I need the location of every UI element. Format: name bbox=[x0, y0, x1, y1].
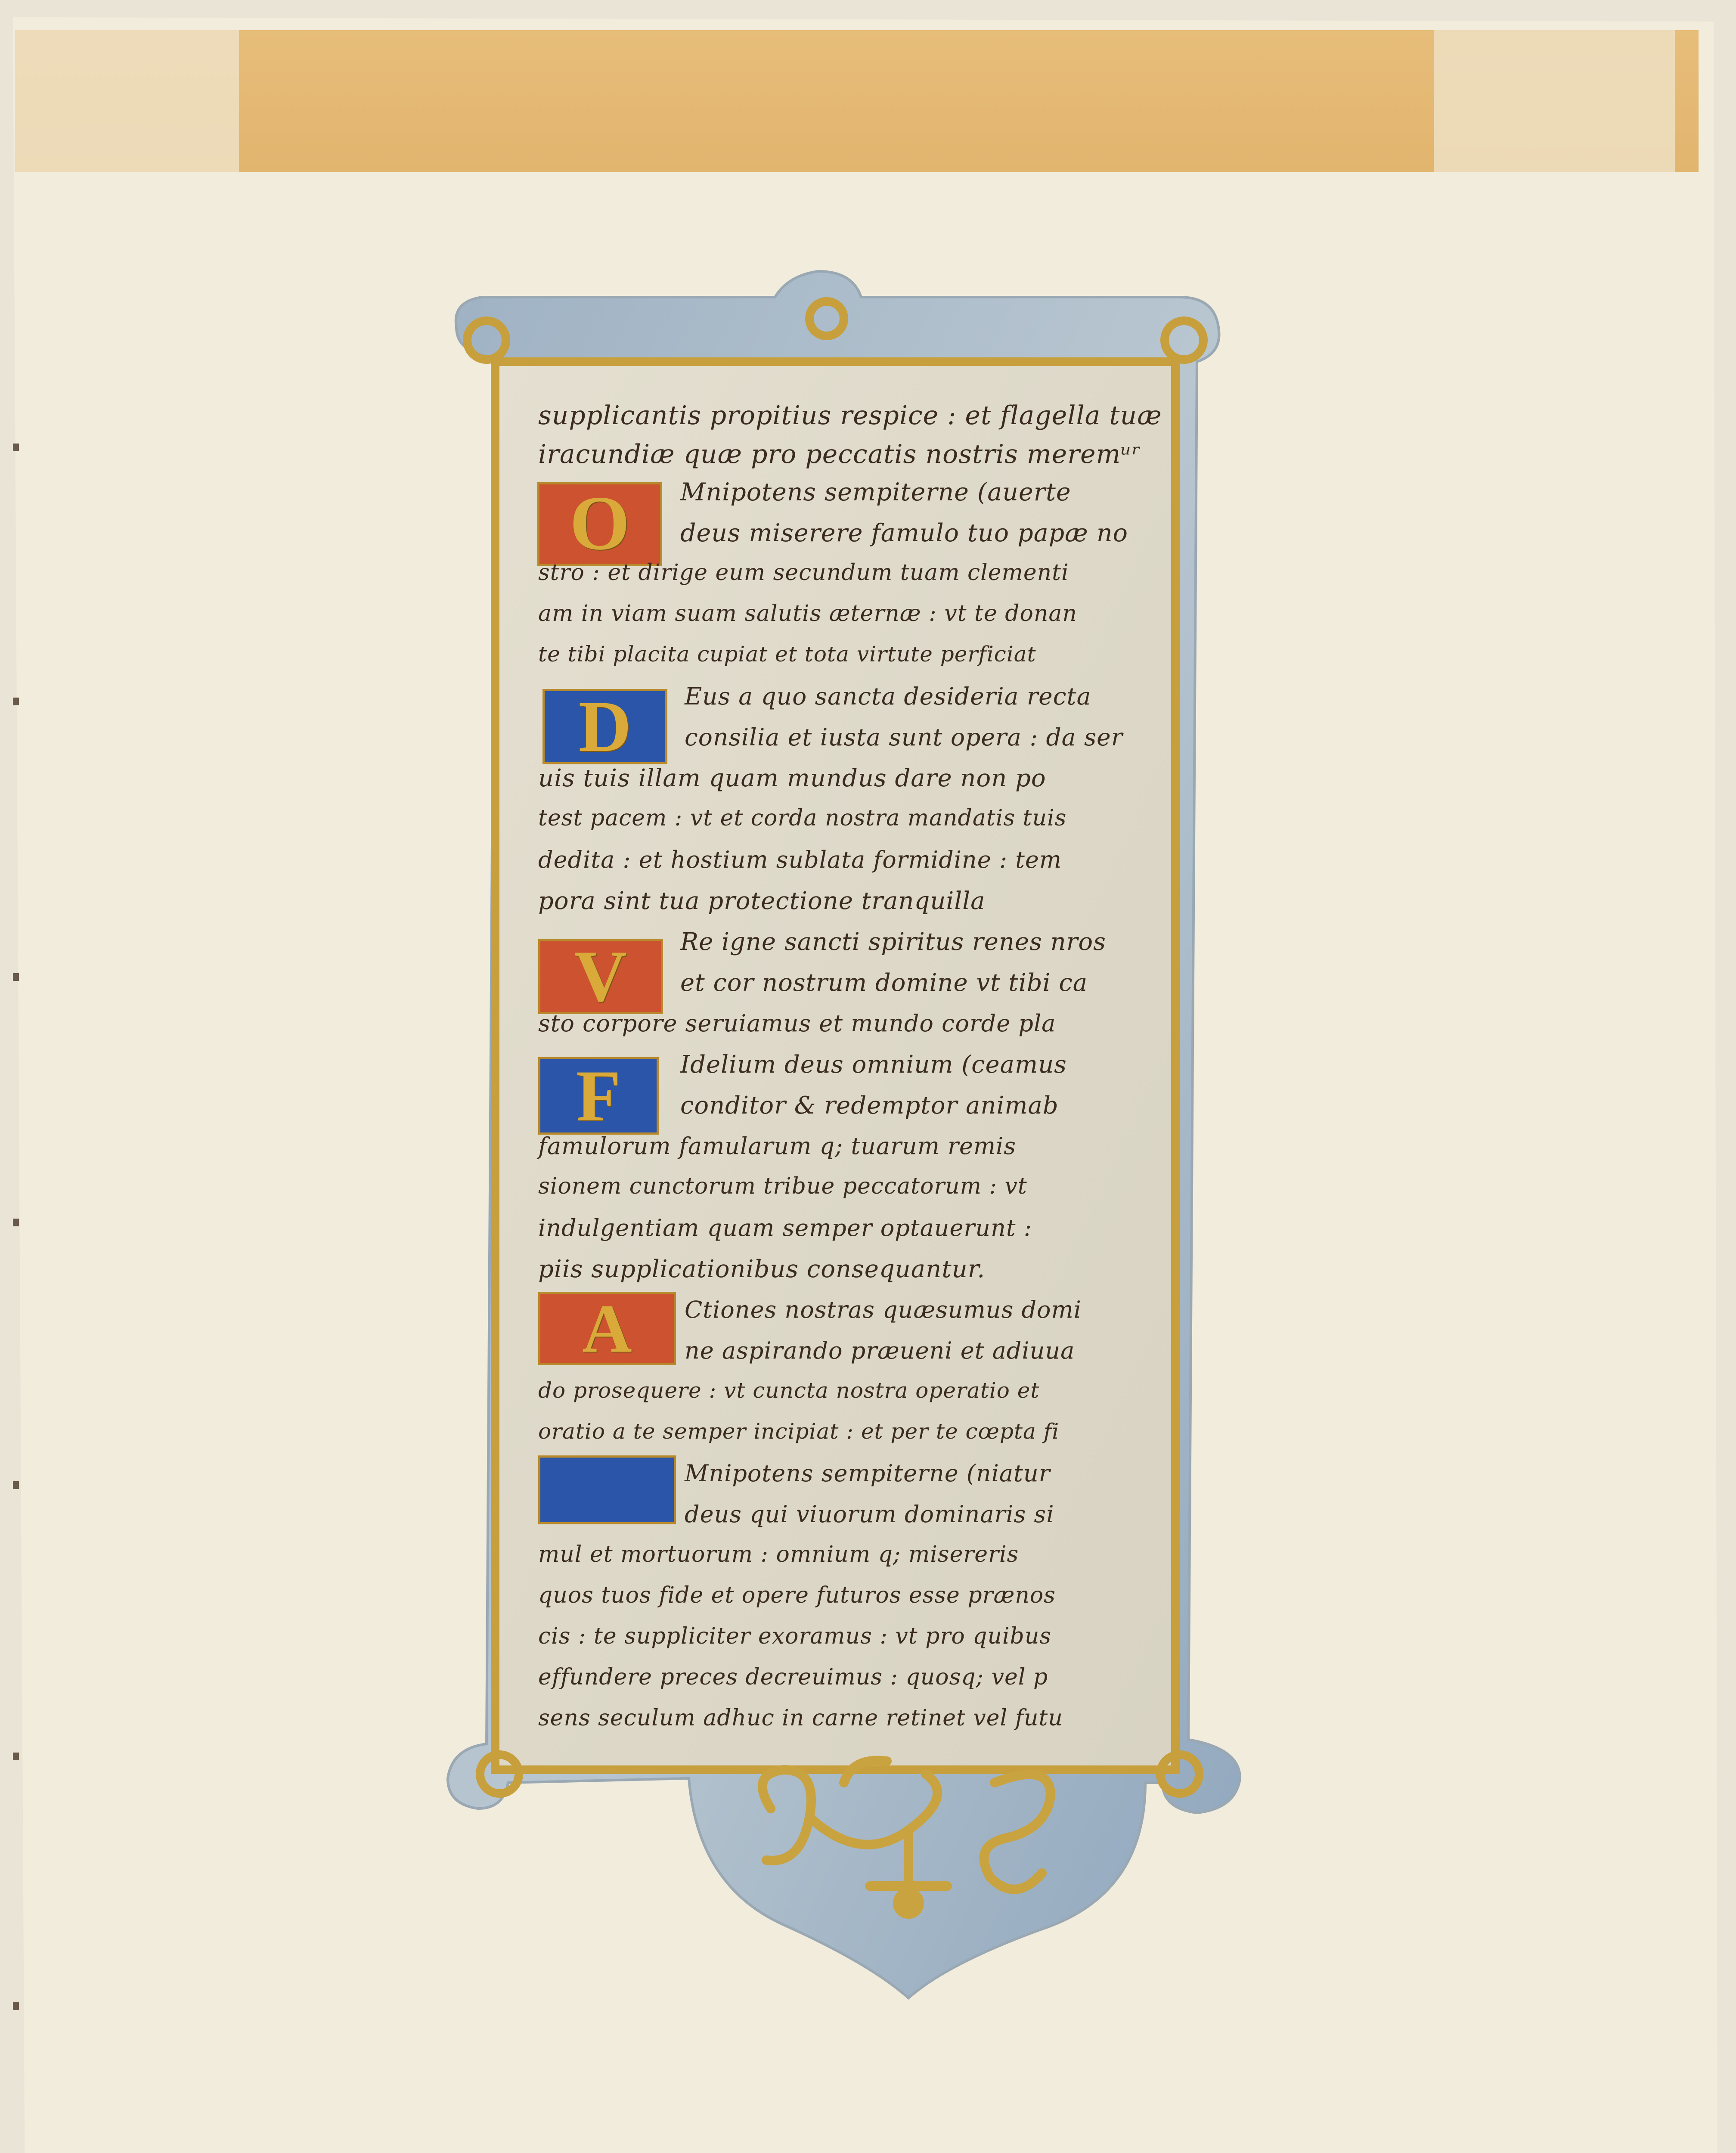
text-line-24: ne aspirando præueni et adiuua bbox=[685, 1337, 1075, 1364]
text-line-23: Ctiones nostras quæsumus domi bbox=[685, 1296, 1082, 1323]
text-line-33: sens seculum adhuc in carne retinet vel futu bbox=[538, 1705, 1063, 1731]
text-line-22: piis supplicationibus consequantur. bbox=[538, 1255, 986, 1283]
text-line-3: Mnipotens sempiterne (auerte bbox=[680, 478, 1071, 506]
text-line-5: stro : et dirige eum secundum tuam clementi bbox=[538, 560, 1069, 586]
text-line-10: uis tuis illam quam mundus dare non po bbox=[538, 764, 1046, 792]
initial-F-letter: F bbox=[576, 1055, 621, 1136]
initial-O bbox=[537, 482, 662, 566]
text-line-12: dedita : et hostium sublata formidine : tem bbox=[538, 846, 1062, 873]
text-line-26: oratio a te semper incipiat : et per te cœpta fi bbox=[538, 1419, 1060, 1444]
text-line-20: sionem cunctorum tribue peccatorum : vt bbox=[538, 1173, 1027, 1199]
initial-A-letter: A bbox=[582, 1290, 632, 1367]
text-line-14: Re igne sancti spiritus renes nros bbox=[680, 928, 1106, 956]
text-line-18: conditor & redemptor animab bbox=[680, 1092, 1059, 1120]
initial-V bbox=[538, 936, 663, 1017]
text-line-27: Mnipotens sempiterne (niatur bbox=[685, 1460, 1051, 1487]
text-line-6: am in viam suam salutis æternæ : vt te donan bbox=[538, 601, 1077, 627]
text-line-29: mul et mortuorum : omnium q; misereris bbox=[538, 1542, 1019, 1567]
text-line-8: Eus a quo sancta desideria recta bbox=[685, 683, 1091, 710]
initial-V-letter: V bbox=[574, 936, 627, 1017]
text-line-19: famulorum famularum q; tuarum remis bbox=[538, 1132, 1017, 1160]
text-line-15: et cor nostrum domine vt tibi ca bbox=[680, 969, 1088, 997]
initial-O-letter: O bbox=[569, 480, 630, 566]
text-line-16: sto corpore seruiamus et mundo corde pla bbox=[538, 1010, 1056, 1037]
text-line-31: cis : te suppliciter exoramus : vt pro quibus bbox=[538, 1623, 1052, 1649]
initial-A bbox=[538, 1292, 676, 1365]
text-line-32: effundere preces decreuimus : quosq; vel p bbox=[538, 1664, 1048, 1690]
text-line-9: consilia et iusta sunt opera : da ser bbox=[685, 723, 1123, 751]
text-line-11: test pacem : vt et corda nostra mandatis tuis bbox=[538, 805, 1067, 831]
initial-D bbox=[542, 686, 667, 767]
tape-edge-right bbox=[1434, 30, 1675, 172]
text-line-1: supplicantis propitius respice : et flagella tuæ bbox=[538, 400, 1162, 431]
text-line-25: do prosequere : vt cuncta nostra operatio et bbox=[538, 1378, 1040, 1403]
tape-edge-left bbox=[15, 30, 239, 172]
text-line-7: te tibi placita cupiat et tota virtute perficiat bbox=[538, 642, 1036, 667]
text-line-4: deus miserere famulo tuo papæ no bbox=[680, 519, 1128, 547]
text-line-17: Idelium deus omnium (ceamus bbox=[680, 1051, 1067, 1079]
text-line-28: deus qui viuorum dominaris si bbox=[685, 1501, 1054, 1528]
initial-D-letter: D bbox=[578, 686, 632, 767]
initial-F bbox=[538, 1057, 659, 1135]
text-line-21: indulgentiam quam semper optauerunt : bbox=[538, 1214, 1032, 1241]
text-line-13: pora sint tua protectione tranquilla bbox=[538, 887, 986, 915]
text-line-2: iracundiæ quæ pro peccatis nostris meremᵘʳ bbox=[538, 439, 1141, 469]
initial-blank bbox=[538, 1455, 676, 1524]
text-line-30: quos tuos fide et opere futuros esse prænos bbox=[538, 1582, 1056, 1608]
